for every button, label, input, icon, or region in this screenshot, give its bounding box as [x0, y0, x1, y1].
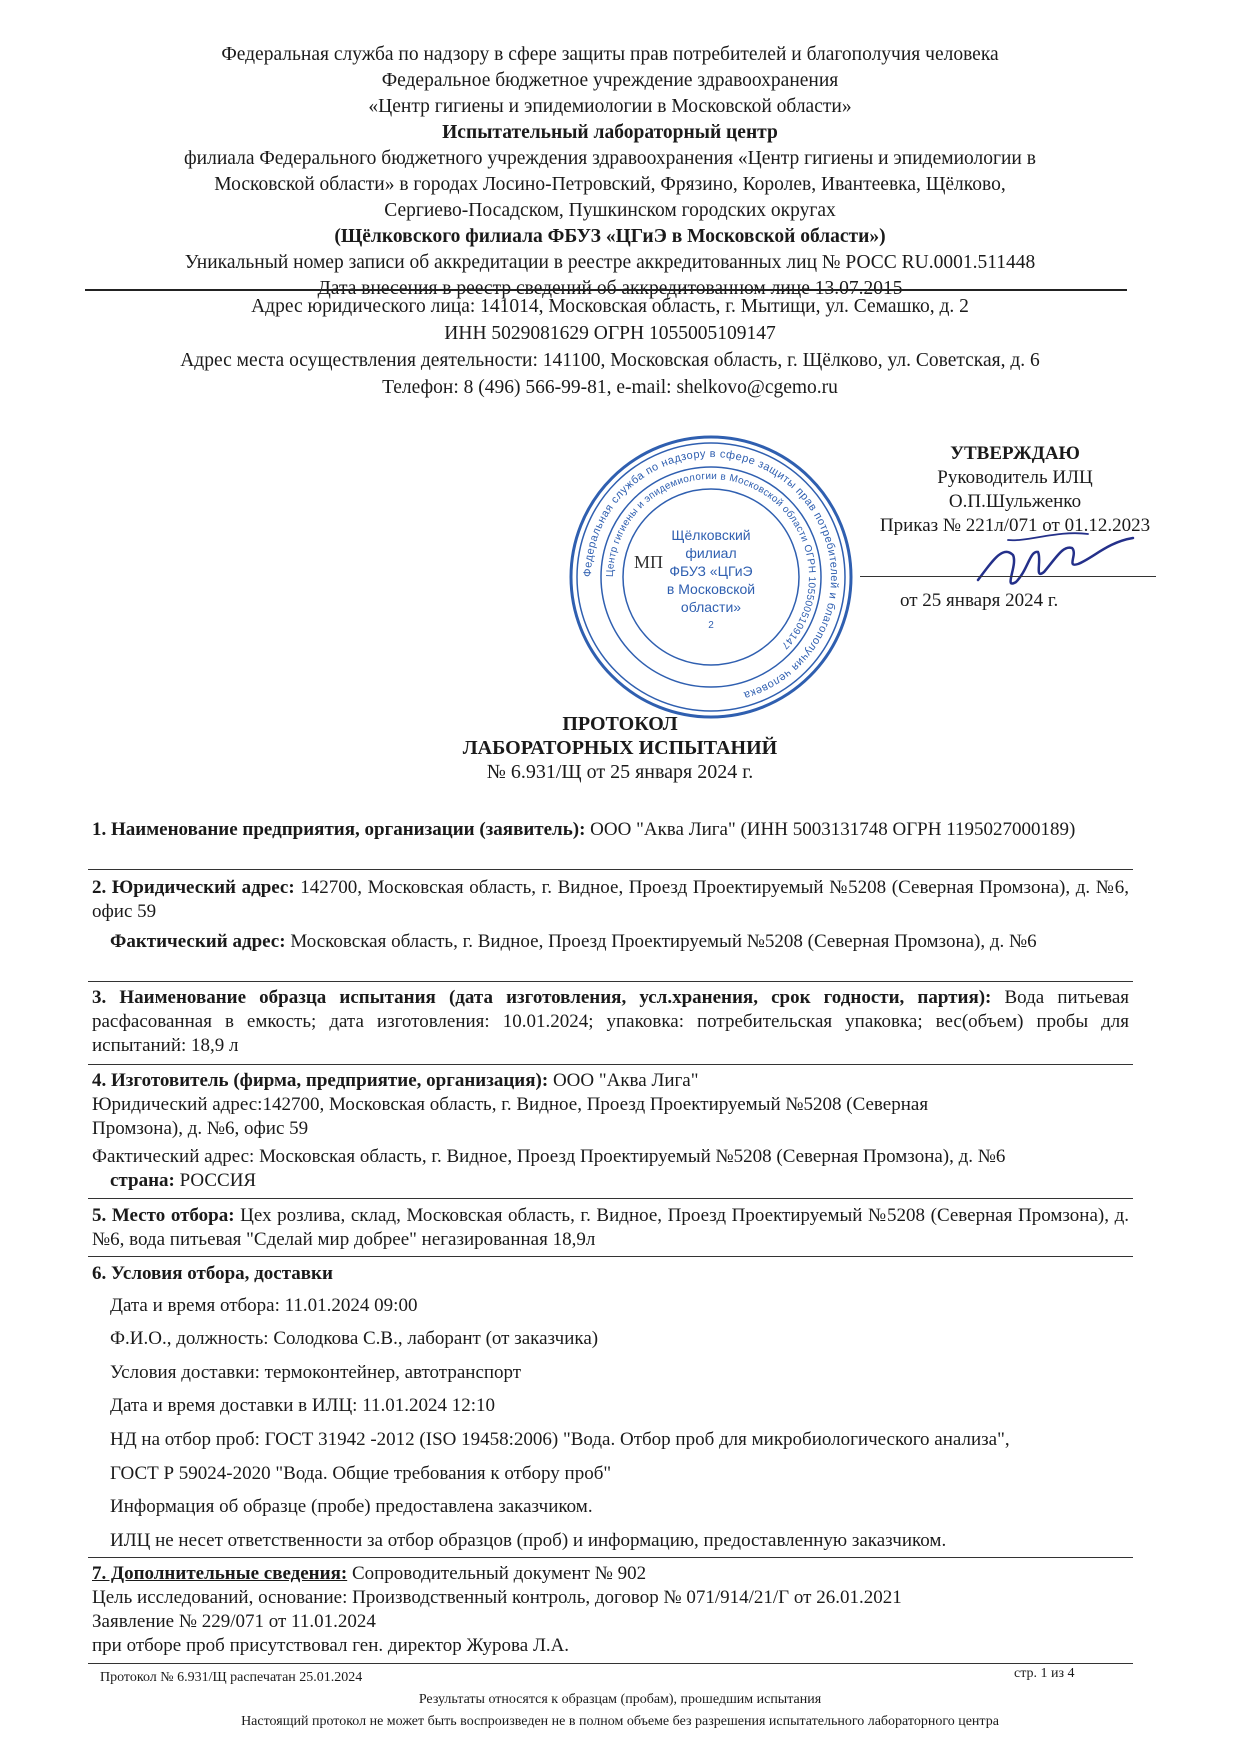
section-4	[92, 1069, 1129, 1193]
section-7	[92, 1562, 1129, 1658]
section-4-text: ООО "Аква Лига"	[548, 1070, 699, 1091]
divider-7	[88, 1663, 1133, 1664]
delivery-datetime-label: Дата и время доставки в ИЛЦ:	[110, 1395, 358, 1416]
delivery-conditions-label: Условия доставки:	[110, 1362, 260, 1383]
sampling-gost: ГОСТ Р 59024-2020 "Вода. Общие требования к отбору проб"	[110, 1463, 612, 1484]
stamp-text-6: 2	[708, 620, 714, 631]
signature-line	[860, 576, 1156, 577]
section-2-text: 142700, Московская область, г. Видное, Проезд Проектируемый №5208 (Северная Промзона), д. №6, офис 59	[92, 877, 1129, 922]
section-6-heading	[92, 1262, 1129, 1286]
header-line-8: (Щёлковского филиала ФБУЗ «ЦГиЭ в Московской области»)	[334, 226, 886, 247]
delivery-conditions	[110, 1361, 521, 1385]
approval-order: Приказ № 221л/071 от 01.12.2023	[879, 515, 1151, 536]
section-2	[92, 876, 1129, 954]
title-line-2: ЛАБОРАТОРНЫХ ИСПЫТАНИЙ	[462, 737, 778, 759]
header-line-4: Испытательный лабораторный центр	[442, 122, 778, 143]
section-3-text: Вода питьевая расфасованная в емкость; дата изготовления: 10.01.2024; упаковка: потребительская упаковка; вес(объем) пробы для испытаний: 18,9 л	[92, 987, 1129, 1056]
tax-ids: ИНН 5029081629 ОГРН 1055005109147	[444, 323, 776, 344]
divider-3	[88, 1064, 1133, 1065]
section-4-fact: Фактический адрес: Московская область, г. Видное, Проезд Проектируемый №5208 (Северная Промзона), д. №6	[92, 1146, 1006, 1167]
header-line-10: Дата внесения в реестр сведений об аккредитованном лице 13.07.2015	[317, 278, 903, 299]
section-2-fact-text: Московская область, г. Видное, Проезд Проектируемый №5208 (Северная Промзона), д. №6	[285, 931, 1037, 952]
stamp-text-1: Щёлковский	[671, 527, 751, 543]
footer-page-number: стр. 1 из 4	[1014, 1666, 1075, 1681]
section-4-country-label: страна:	[110, 1170, 175, 1191]
section-7-label: 7. Дополнительные сведения:	[92, 1563, 348, 1584]
sampler-name	[110, 1327, 598, 1351]
section-4-label: 4. Изготовитель (фирма, предприятие, организация):	[92, 1070, 549, 1091]
header-line-7: Сергиево-Посадском, Пушкинском городских округах	[384, 200, 836, 221]
header-divider	[85, 289, 1127, 291]
sampling-datetime	[110, 1294, 417, 1318]
section-2-fact-label: Фактический адрес:	[110, 931, 286, 952]
divider-4	[88, 1198, 1133, 1199]
legal-address: Адрес юридического лица: 141014, Московская область, г. Мытищи, ул. Семашко, д. 2	[251, 296, 969, 317]
section-3	[92, 986, 1129, 1058]
activity-address: Адрес места осуществления деятельности: 141100, Московская область, г. Щёлково, ул. Советская, д. 6	[180, 350, 1040, 371]
title-number: № 6.931/Щ от 25 января 2024 г.	[486, 761, 754, 783]
section-4-legal-1: Юридический адрес:142700, Московская область, г. Видное, Проезд Проектируемый №5208 (Северная	[92, 1094, 929, 1115]
section-1-label: 1. Наименование предприятия, организации (заявитель):	[92, 819, 586, 840]
org-header	[90, 42, 1130, 302]
sampling-datetime-value: 11.01.2024 09:00	[279, 1295, 418, 1316]
stamp-text-5: области»	[680, 599, 742, 615]
section-5	[92, 1204, 1129, 1252]
section-7-text: Сопроводительный документ № 902	[347, 1563, 647, 1584]
section-5-label: 5. Место отбора:	[92, 1205, 235, 1226]
sampler-name-value: Солодкова С.В., лаборант (от заказчика)	[268, 1328, 599, 1349]
svg-text:Центр гигиены и эпидемиологии: Центр гигиены и эпидемиологии в Московской области ОГРН 1055005109147	[604, 470, 818, 652]
header-line-2: Федеральное бюджетное учреждение здравоохранения	[381, 70, 839, 91]
section-4-legal-2: Промзона), д. №6, офис 59	[92, 1118, 309, 1139]
protocol-title	[300, 712, 940, 784]
approval-role: Руководитель ИЛЦ	[937, 467, 1093, 488]
section-4-country: РОССИЯ	[174, 1170, 257, 1191]
stamp-text-2: филиал	[685, 545, 737, 561]
delivery-datetime-value: 11.01.2024 12:10	[357, 1395, 496, 1416]
divider-6	[88, 1557, 1133, 1558]
header-line-5: филиала Федерального бюджетного учреждения здравоохранения «Центр гигиены и эпидемиологии в	[184, 148, 1036, 169]
signature	[968, 520, 1148, 600]
sampling-datetime-label: Дата и время отбора:	[110, 1295, 280, 1316]
header-line-1: Федеральная служба по надзору в сфере защиты прав потребителей и благополучия человека	[221, 44, 999, 65]
contacts: Телефон: 8 (496) 566-99-81, e-mail: shelkovo@cgemo.ru	[382, 377, 838, 398]
divider-5	[88, 1256, 1133, 1257]
stamp-mp: МП	[634, 552, 664, 572]
section-1-text: ООО "Аква Лига" (ИНН 5003131748 ОГРН 1195027000189)	[585, 819, 1076, 840]
approval-title: УТВЕРЖДАЮ	[950, 443, 1080, 464]
approval-date: от 25 января 2024 г.	[900, 590, 1059, 611]
header-line-3: «Центр гигиены и эпидемиологии в Московской области»	[368, 96, 852, 117]
sampling-standard: НД на отбор проб: ГОСТ 31942 -2012 (ISO 19458:2006) "Вода. Отбор проб для микробиологического анализа",	[110, 1429, 1010, 1450]
section-3-label: 3. Наименование образца испытания (дата изготовления, усл.хранения, срок годности, партия):	[92, 987, 992, 1008]
section-7-goal: Цель исследований, основание: Производственный контроль, договор № 071/914/21/Г от 26.01.2021	[92, 1587, 902, 1608]
footer-note-1: Результаты относятся к образцам (пробам), прошедшим испытания	[418, 1692, 822, 1707]
official-stamp	[566, 432, 856, 722]
section-2-label: 2. Юридический адрес:	[92, 877, 295, 898]
stamp-text-3: ФБУЗ «ЦГиЭ	[669, 563, 753, 579]
title-line-1: ПРОТОКОЛ	[562, 713, 678, 735]
footer-note-2: Настоящий протокол не может быть воспроизведен не в полном объеме без разрешения испытательного лабораторного центра	[241, 1714, 999, 1729]
footer-printed: Протокол № 6.931/Щ распечатан 25.01.2024	[100, 1670, 363, 1685]
section-6-label: 6. Условия отбора, доставки	[92, 1263, 333, 1284]
section-5-text: Цех розлива, склад, Московская область, г. Видное, Проезд Проектируемый №5208 (Северная Промзона), д. №6, вода питьевая "Сделай мир добрее" негазированная 18,9л	[92, 1205, 1129, 1250]
stamp-text-4: в Московской	[666, 581, 756, 597]
section-7-present: при отборе проб присутствовал ген. директор Журова Л.А.	[92, 1635, 570, 1656]
address-block	[90, 293, 1130, 401]
approval-name: О.П.Шульженко	[948, 491, 1082, 512]
sampler-name-label: Ф.И.О., должность:	[110, 1328, 269, 1349]
delivery-datetime	[110, 1394, 495, 1418]
divider-2	[88, 981, 1133, 982]
header-line-6: Московской области» в городах Лосино-Петровский, Фрязино, Королев, Ивантеевка, Щёлково,	[214, 174, 1006, 195]
responsibility-note: ИЛЦ не несет ответственности за отбор образцов (проб) и информацию, предоставленную заказчиком.	[110, 1530, 947, 1551]
sample-info-note: Информация об образце (пробе) предоставлена заказчиком.	[110, 1496, 593, 1517]
section-1	[92, 818, 1129, 842]
divider-1	[88, 869, 1133, 870]
header-line-9: Уникальный номер записи об аккредитации в реестре аккредитованных лиц № РОСС RU.0001.511448	[184, 252, 1036, 273]
delivery-conditions-value: термоконтейнер, автотранспорт	[259, 1362, 522, 1383]
svg-text:Федеральная служба по надзору: Федеральная служба по надзору в сфере защиты прав потребителей и благополучия человека	[581, 447, 841, 702]
section-7-application: Заявление № 229/071 от 11.01.2024	[92, 1611, 376, 1632]
